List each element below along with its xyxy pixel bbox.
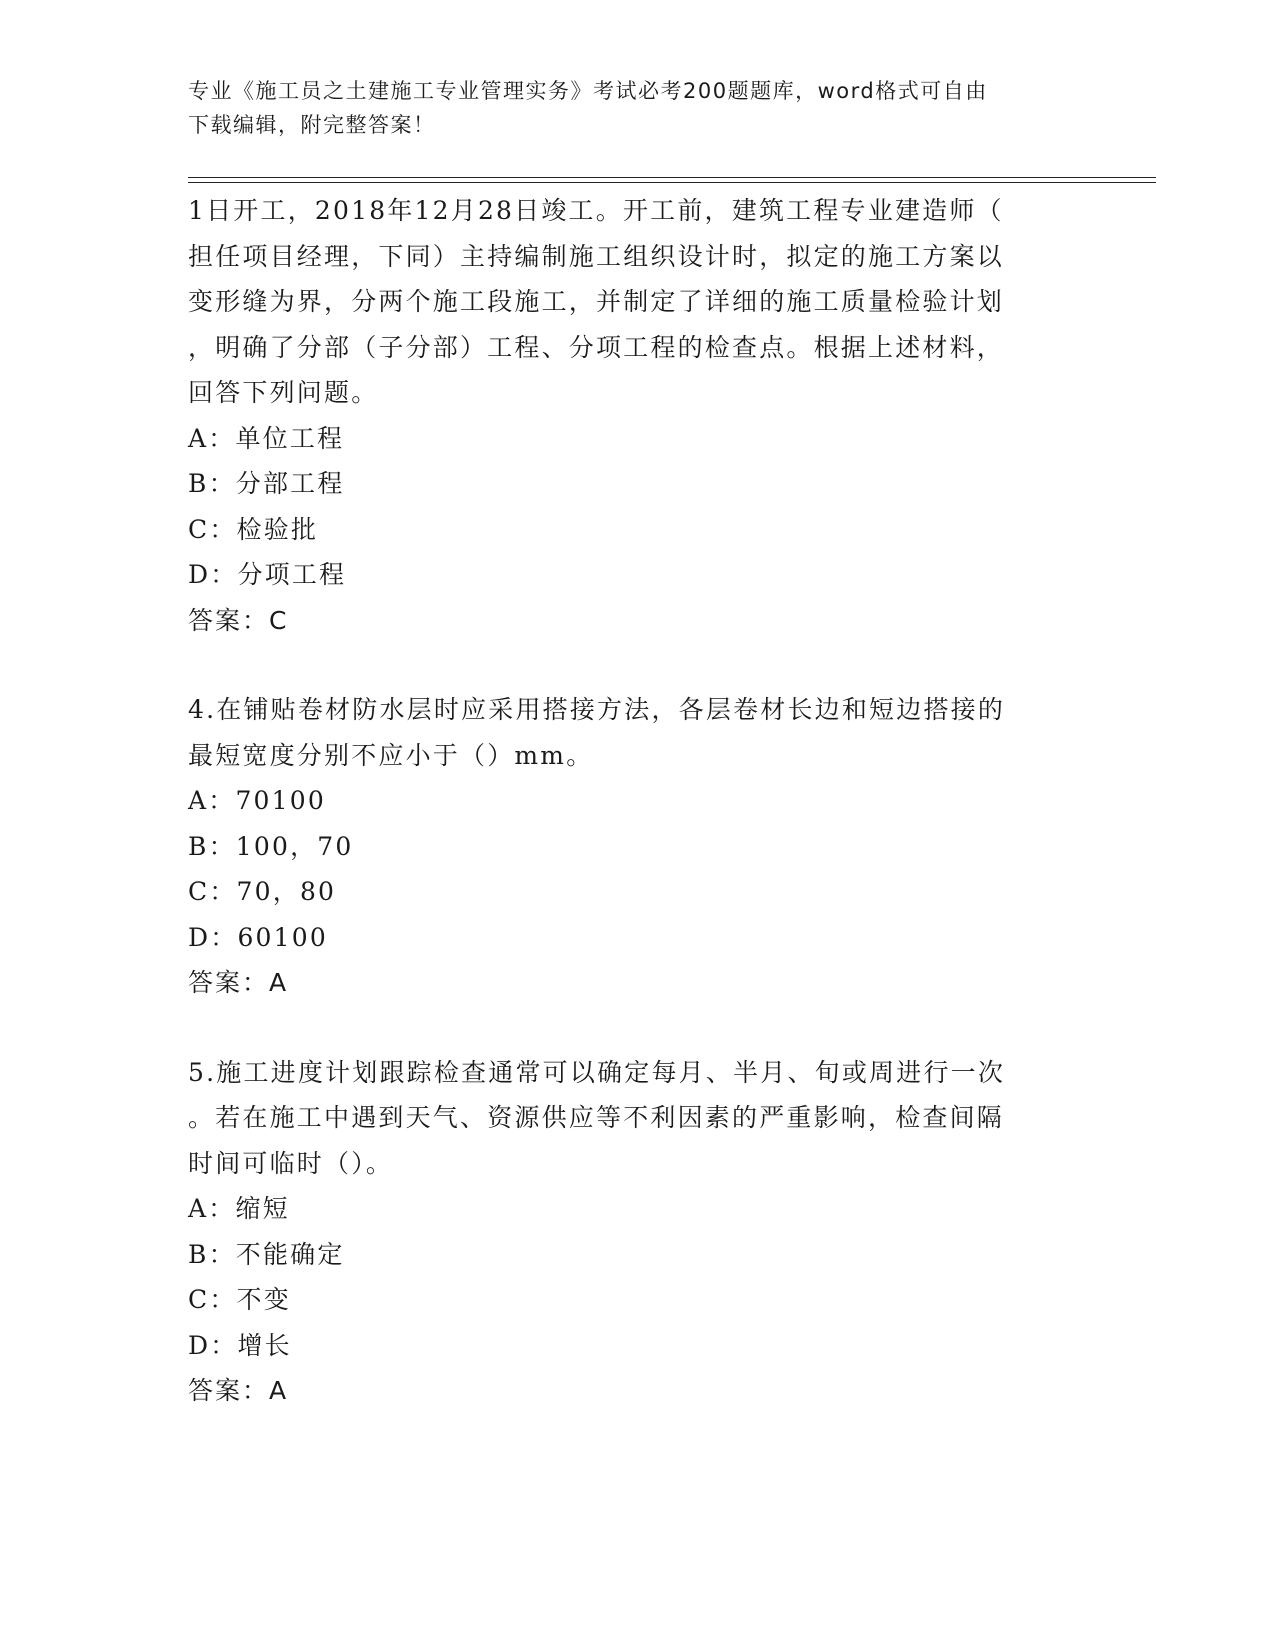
option-b: B：不能确定 <box>188 1239 345 1269</box>
question-text-line: 最短宽度分别不应小于（）mm。 <box>188 740 594 770</box>
option-c: C：检验批 <box>188 514 319 544</box>
question-text-line: 4.在铺贴卷材防水层时应采用搭接方法，各层卷材长边和短边搭接的 <box>188 695 1006 724</box>
option-c: C：70，80 <box>188 877 337 906</box>
option-a: A：缩短 <box>188 1194 290 1223</box>
option-b: B：100，70 <box>188 831 354 861</box>
question-text-line: 变形缝为界，分两个施工段施工，并制定了详细的施工质量检验计划 <box>188 287 1005 316</box>
option-c: C：不变 <box>188 1285 291 1314</box>
answer-line: 答案：A <box>188 1376 289 1405</box>
answer-line: 答案：C <box>188 605 289 635</box>
question-block <box>188 687 1068 1006</box>
question-text-line: 。若在施工中遇到天气、资源供应等不利因素的严重影响，检查间隔 <box>188 1103 1005 1132</box>
header-divider-top <box>188 177 1156 178</box>
question-text-line: 1日开工，2018年12月28日竣工。开工前，建筑工程专业建造师（ <box>188 196 1004 225</box>
question-text-line: 5.施工进度计划跟踪检查通常可以确定每月、半月、旬或周进行一次 <box>188 1057 1006 1087</box>
option-d: D：分项工程 <box>188 560 347 589</box>
question-text <box>188 188 1068 416</box>
option-b: B：分部工程 <box>188 469 345 498</box>
question-text <box>188 687 1068 778</box>
option-a: A：70100 <box>188 786 326 815</box>
question-text-line: ，明确了分部（子分部）工程、分项工程的检查点。根据上述材料， <box>188 332 1005 362</box>
header-title-line-1: 专业《施工员之土建施工专业管理实务》考试必考200题题库，word格式可自由 <box>188 79 988 103</box>
option-d: D：60100 <box>188 922 328 952</box>
answer-line: 答案：A <box>188 968 289 997</box>
question-block <box>188 1050 1068 1414</box>
option-a: A：单位工程 <box>188 423 345 453</box>
question-text <box>188 1050 1068 1187</box>
question-text-line: 时间可临时（）。 <box>188 1148 394 1178</box>
option-d: D：增长 <box>188 1330 292 1360</box>
document-header <box>188 74 1068 142</box>
question-block <box>188 188 1068 643</box>
header-title-line-2: 下载编辑，附完整答案！ <box>188 113 436 137</box>
question-spacer <box>188 1006 1068 1050</box>
question-text-line: 回答下列问题。 <box>188 378 379 407</box>
question-text-line: 担任项目经理，下同）主持编制施工组织设计时，拟定的施工方案以 <box>188 241 1005 271</box>
header-divider-bottom <box>188 182 1156 183</box>
question-list <box>188 188 1068 1414</box>
question-spacer <box>188 643 1068 687</box>
